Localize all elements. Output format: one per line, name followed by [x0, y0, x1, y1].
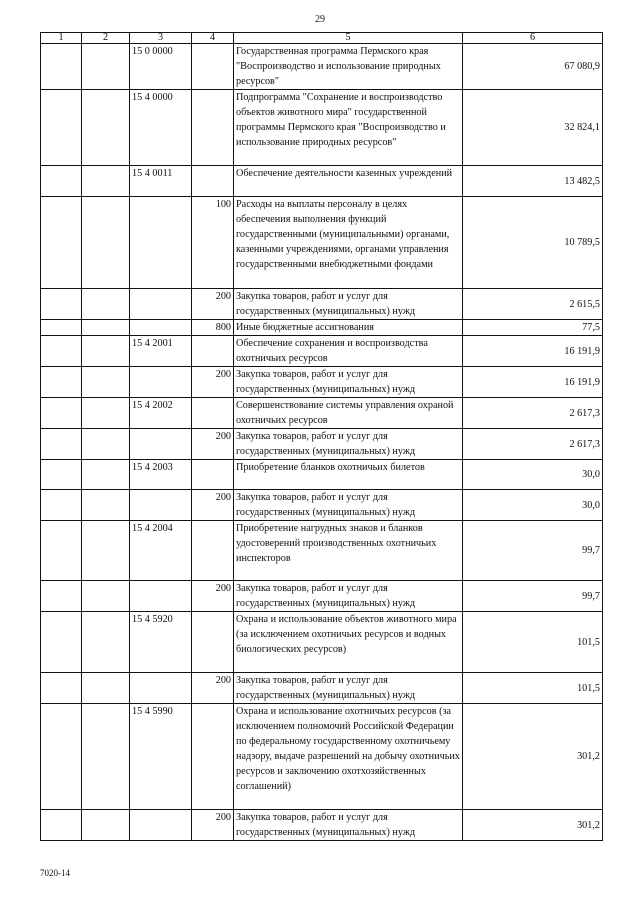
cell-amount: 2 617,3: [463, 398, 603, 429]
cell-program-code: [130, 320, 192, 336]
cell-name: Обеспечение сохранения и воспроизводства охотничьих ресурсов: [234, 336, 463, 367]
cell-amount: 10 789,5: [463, 197, 603, 289]
cell-col-2: [82, 704, 130, 810]
cell-col-1: [41, 612, 82, 673]
cell-expense-type: 200: [192, 810, 234, 841]
cell-program-code: 15 0 0000: [130, 44, 192, 90]
cell-name: Закупка товаров, работ и услуг для государственных (муниципальных) нужд: [234, 581, 463, 612]
cell-col-1: [41, 336, 82, 367]
cell-program-code: 15 4 2004: [130, 521, 192, 581]
header-col-4: 4: [192, 33, 234, 44]
cell-program-code: [130, 197, 192, 289]
table-row: [41, 90, 603, 166]
cell-program-code: [130, 581, 192, 612]
header-col-2: 2: [82, 33, 130, 44]
cell-col-1: [41, 90, 82, 166]
cell-col-1: [41, 44, 82, 90]
cell-col-1: [41, 197, 82, 289]
cell-expense-type: 800: [192, 320, 234, 336]
cell-program-code: 15 4 5990: [130, 704, 192, 810]
table-row: [41, 490, 603, 521]
cell-amount: 2 615,5: [463, 289, 603, 320]
table-row: [41, 367, 603, 398]
table-row: [41, 810, 603, 841]
table-row: [41, 197, 603, 289]
table-row: [41, 289, 603, 320]
cell-name: Закупка товаров, работ и услуг для государственных (муниципальных) нужд: [234, 367, 463, 398]
cell-program-code: 15 4 2002: [130, 398, 192, 429]
cell-col-2: [82, 673, 130, 704]
cell-col-2: [82, 90, 130, 166]
cell-name: Охрана и использование охотничьих ресурсов (за исключением полномочий Российской Федерации по федеральному государственному охотничьему надзору, выдаче разрешений на добычу охотничьих ресурсов и заключению охотхозяйственных соглашений): [234, 704, 463, 810]
cell-col-1: [41, 367, 82, 398]
cell-expense-type: 200: [192, 490, 234, 521]
cell-expense-type: [192, 336, 234, 367]
cell-col-1: [41, 320, 82, 336]
cell-col-1: [41, 429, 82, 460]
cell-program-code: 15 4 2003: [130, 460, 192, 490]
cell-col-2: [82, 398, 130, 429]
cell-expense-type: 200: [192, 367, 234, 398]
cell-amount: 101,5: [463, 673, 603, 704]
cell-name: Приобретение нагрудных знаков и бланков удостоверений производственных охотничьих инспекторов: [234, 521, 463, 581]
cell-name: Закупка товаров, работ и услуг для государственных (муниципальных) нужд: [234, 810, 463, 841]
cell-col-2: [82, 289, 130, 320]
cell-amount: 16 191,9: [463, 336, 603, 367]
table-row: [41, 320, 603, 336]
cell-name: Обеспечение деятельности казенных учреждений: [234, 166, 463, 197]
cell-name: Закупка товаров, работ и услуг для государственных (муниципальных) нужд: [234, 673, 463, 704]
cell-expense-type: 200: [192, 673, 234, 704]
cell-amount: 32 824,1: [463, 90, 603, 166]
table-row: [41, 166, 603, 197]
cell-amount: 77,5: [463, 320, 603, 336]
cell-amount: 30,0: [463, 460, 603, 490]
cell-col-1: [41, 490, 82, 521]
header-col-5: 5: [234, 33, 463, 44]
cell-program-code: [130, 490, 192, 521]
cell-col-1: [41, 289, 82, 320]
cell-program-code: [130, 810, 192, 841]
cell-expense-type: [192, 44, 234, 90]
cell-col-2: [82, 44, 130, 90]
cell-name: Закупка товаров, работ и услуг для государственных (муниципальных) нужд: [234, 289, 463, 320]
cell-expense-type: [192, 166, 234, 197]
table-row: [41, 612, 603, 673]
cell-name: Приобретение бланков охотничьих билетов: [234, 460, 463, 490]
header-col-3: 3: [130, 33, 192, 44]
table-row: [41, 460, 603, 490]
header-col-6: 6: [463, 33, 603, 44]
cell-name: Подпрограмма "Сохранение и воспроизводство объектов животного мира" государственной программы Пермского края "Воспроизводство и использование природных ресурсов": [234, 90, 463, 166]
cell-col-2: [82, 320, 130, 336]
cell-program-code: 15 4 0000: [130, 90, 192, 166]
cell-program-code: [130, 673, 192, 704]
cell-name: Совершенствование системы управления охраной охотничьих ресурсов: [234, 398, 463, 429]
cell-program-code: 15 4 2001: [130, 336, 192, 367]
cell-col-1: [41, 810, 82, 841]
cell-program-code: 15 4 5920: [130, 612, 192, 673]
cell-col-2: [82, 166, 130, 197]
table-row: [41, 521, 603, 581]
cell-amount: 13 482,5: [463, 166, 603, 197]
cell-col-2: [82, 429, 130, 460]
table-row: [41, 398, 603, 429]
cell-name: Государственная программа Пермского края "Воспроизводство и использование природных ресурсов": [234, 44, 463, 90]
cell-expense-type: [192, 460, 234, 490]
cell-col-2: [82, 581, 130, 612]
cell-expense-type: [192, 612, 234, 673]
table-row: [41, 673, 603, 704]
cell-expense-type: 200: [192, 581, 234, 612]
cell-expense-type: [192, 704, 234, 810]
cell-col-1: [41, 581, 82, 612]
footer-code: 7020-14: [40, 868, 70, 878]
cell-col-1: [41, 673, 82, 704]
cell-amount: 2 617,3: [463, 429, 603, 460]
header-row: [41, 33, 603, 44]
table-row: [41, 429, 603, 460]
cell-expense-type: 200: [192, 429, 234, 460]
cell-program-code: [130, 429, 192, 460]
table-row: [41, 336, 603, 367]
cell-expense-type: 200: [192, 289, 234, 320]
cell-col-2: [82, 336, 130, 367]
cell-amount: 301,2: [463, 704, 603, 810]
cell-expense-type: 100: [192, 197, 234, 289]
cell-program-code: 15 4 0011: [130, 166, 192, 197]
table-row: [41, 44, 603, 90]
table-row: [41, 581, 603, 612]
cell-name: Закупка товаров, работ и услуг для государственных (муниципальных) нужд: [234, 429, 463, 460]
cell-amount: 99,7: [463, 521, 603, 581]
cell-col-2: [82, 490, 130, 521]
cell-amount: 30,0: [463, 490, 603, 521]
cell-col-2: [82, 521, 130, 581]
cell-amount: 67 080,9: [463, 44, 603, 90]
cell-name: Закупка товаров, работ и услуг для государственных (муниципальных) нужд: [234, 490, 463, 521]
header-col-1: 1: [41, 33, 82, 44]
page-number: 29: [315, 14, 325, 25]
cell-col-1: [41, 166, 82, 197]
cell-col-1: [41, 521, 82, 581]
cell-col-1: [41, 460, 82, 490]
cell-program-code: [130, 289, 192, 320]
cell-col-2: [82, 197, 130, 289]
cell-col-2: [82, 612, 130, 673]
cell-col-1: [41, 704, 82, 810]
cell-amount: 301,2: [463, 810, 603, 841]
cell-amount: 101,5: [463, 612, 603, 673]
budget-table: [40, 32, 603, 841]
cell-amount: 16 191,9: [463, 367, 603, 398]
cell-col-2: [82, 367, 130, 398]
cell-col-1: [41, 398, 82, 429]
cell-name: Охрана и использование объектов животного мира (за исключением охотничьих ресурсов и водных биологических ресурсов): [234, 612, 463, 673]
cell-expense-type: [192, 90, 234, 166]
cell-name: Иные бюджетные ассигнования: [234, 320, 463, 336]
cell-expense-type: [192, 398, 234, 429]
cell-program-code: [130, 367, 192, 398]
cell-name: Расходы на выплаты персоналу в целях обеспечения выполнения функций государственными (муниципальными) органами, казенными учреждениями, органами управления государственными внебюджетными фондами: [234, 197, 463, 289]
cell-amount: 99,7: [463, 581, 603, 612]
cell-col-2: [82, 460, 130, 490]
cell-expense-type: [192, 521, 234, 581]
cell-col-2: [82, 810, 130, 841]
table-row: [41, 704, 603, 810]
